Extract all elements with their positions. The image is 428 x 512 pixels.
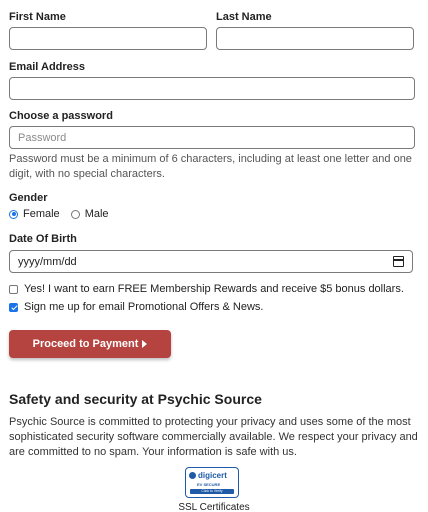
female-radio-label[interactable]: Female bbox=[23, 208, 60, 220]
calendar-icon[interactable] bbox=[393, 256, 404, 267]
promo-checkbox-label[interactable]: Sign me up for email Promotional Offers & News. bbox=[24, 301, 264, 313]
male-radio[interactable] bbox=[71, 210, 80, 219]
email-label: Email Address bbox=[9, 61, 86, 73]
last-name-label: Last Name bbox=[216, 11, 272, 23]
password-label: Choose a password bbox=[9, 110, 113, 122]
proceed-button-label: Proceed to Payment bbox=[32, 338, 139, 350]
play-arrow-icon bbox=[142, 340, 147, 348]
password-input[interactable] bbox=[9, 126, 415, 149]
badge-sub: EV SECURE bbox=[197, 482, 221, 487]
security-text: Psychic Source is committed to protecting your privacy and uses some of the most sophisticated security software commercially available. We respect your privacy and are committed to no spam. Your information is safe with us. bbox=[9, 416, 418, 458]
promo-checkbox-row[interactable] bbox=[9, 301, 263, 313]
proceed-to-payment-button[interactable] bbox=[9, 330, 171, 358]
badge-brand: digicert bbox=[198, 471, 227, 480]
digicert-badge[interactable] bbox=[185, 467, 239, 498]
dob-placeholder: yyyy/mm/dd bbox=[18, 255, 77, 268]
first-name-input[interactable] bbox=[9, 27, 207, 50]
ssl-caption: SSL Certificates bbox=[178, 502, 250, 512]
dob-input[interactable] bbox=[9, 250, 413, 273]
rewards-checkbox-label[interactable]: Yes! I want to earn FREE Membership Rewards and receive $5 bonus dollars. bbox=[24, 283, 404, 295]
gender-radio-group bbox=[9, 208, 109, 220]
rewards-checkbox[interactable] bbox=[9, 285, 18, 294]
digicert-logo-icon bbox=[189, 472, 196, 479]
security-heading: Safety and security at Psychic Source bbox=[9, 391, 262, 407]
first-name-label: First Name bbox=[9, 11, 66, 23]
email-input[interactable] bbox=[9, 77, 415, 100]
promo-checkbox[interactable] bbox=[9, 303, 18, 312]
password-help-text: Password must be a minimum of 6 characters, including at least one letter and one digit, with no special characters. bbox=[9, 153, 412, 180]
dob-label: Date Of Birth bbox=[9, 233, 77, 245]
male-radio-label[interactable]: Male bbox=[84, 208, 109, 220]
last-name-input[interactable] bbox=[216, 27, 414, 50]
rewards-checkbox-row[interactable] bbox=[9, 283, 404, 295]
gender-label: Gender bbox=[9, 192, 48, 204]
female-radio[interactable] bbox=[9, 210, 18, 219]
badge-click: Click to Verify bbox=[190, 489, 234, 494]
